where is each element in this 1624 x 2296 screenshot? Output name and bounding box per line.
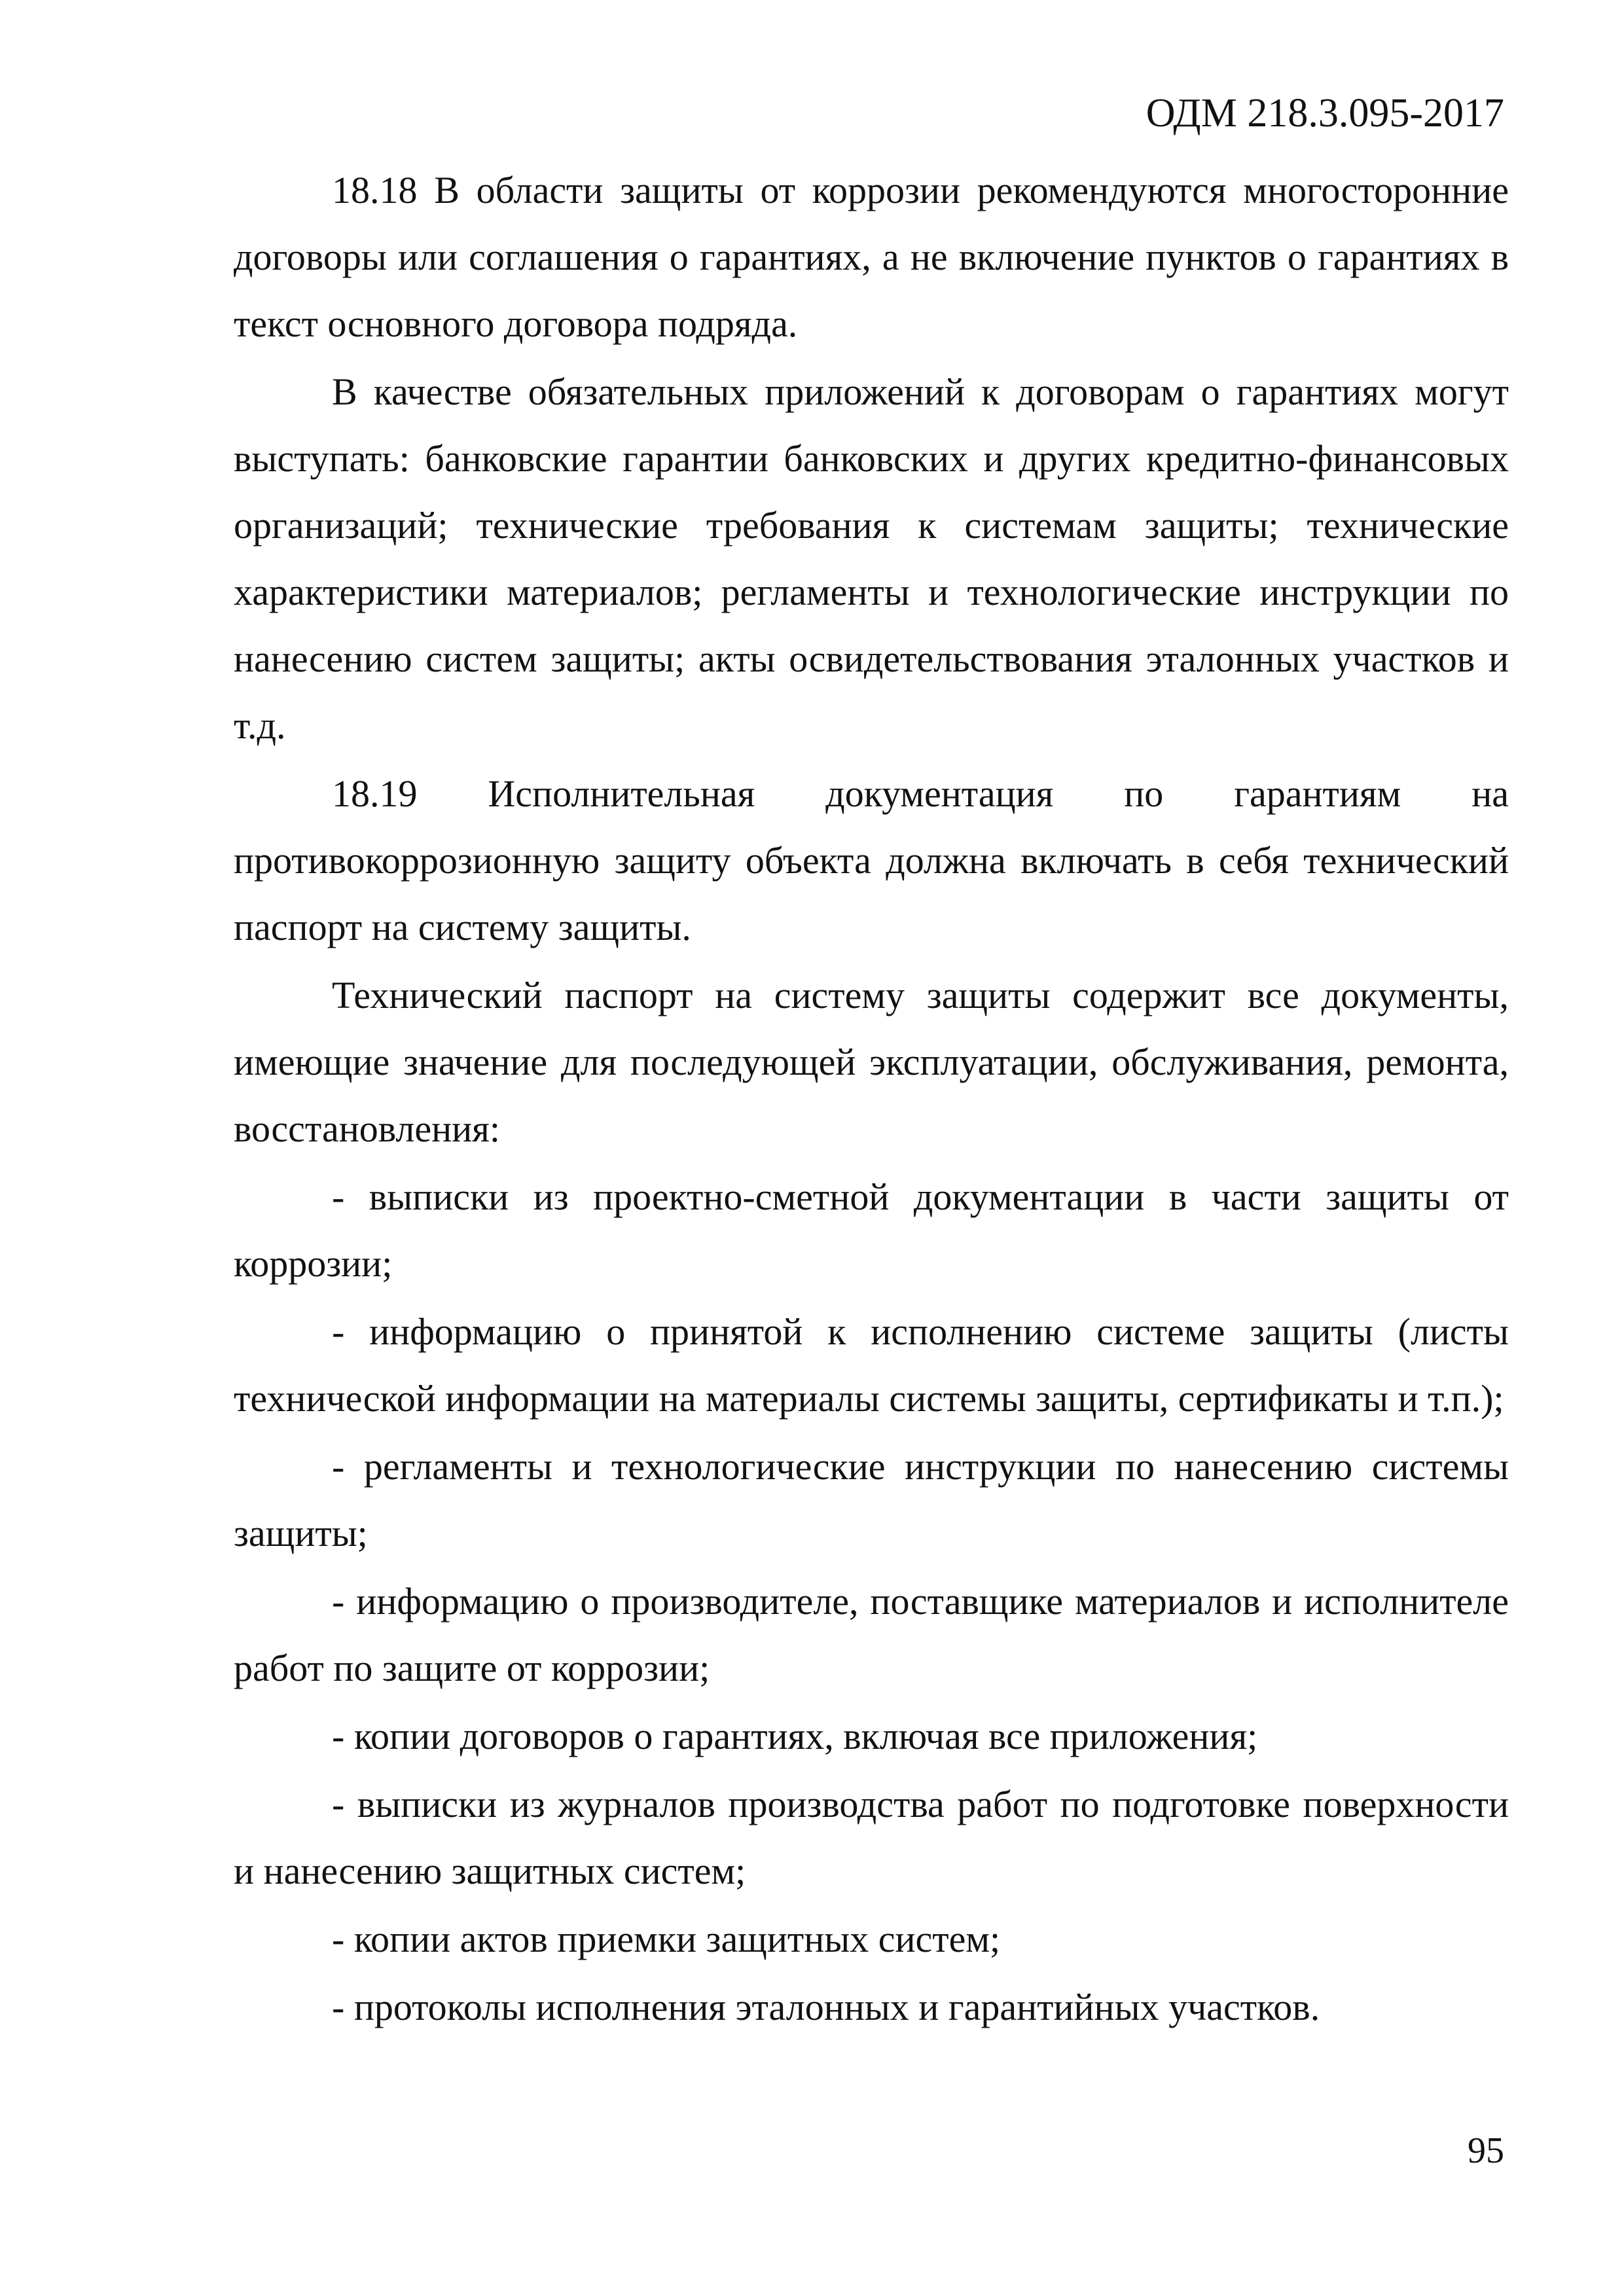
paragraph-18-18: 18.18 В области защиты от коррозии рекомендуются многосторонние договоры или соглашения о гарантиях, а не включение пунктов о гарантиях в текст основного договора подряда. bbox=[234, 169, 1509, 345]
paragraph-mandatory-annexes: В качестве обязательных приложений к договорам о гарантиях могут выступать: банковские гарантии банковских и других кредитно-финансовых организаций; технические требования к системам защиты; технические характеристики материалов; регламенты и технологические инструкции по нанесению систем защиты; акты освидетельствования эталонных участков и т.д. bbox=[234, 370, 1509, 747]
list-item: - информацию о производителе, поставщике материалов и исполнителе работ по защите от коррозии; bbox=[234, 1580, 1509, 1689]
list-item: - копии договоров о гарантиях, включая все приложения; bbox=[332, 1715, 1258, 1757]
list-item: - информацию о принятой к исполнению системе защиты (листы технической информации на материалы системы защиты, сертификаты и т.п.); bbox=[234, 1310, 1509, 1420]
page-number: 95 bbox=[1468, 2130, 1504, 2171]
list-item: - протоколы исполнения эталонных и гарантийных участков. bbox=[332, 1986, 1320, 2028]
list-item: - регламенты и технологические инструкции по нанесению системы защиты; bbox=[234, 1445, 1509, 1554]
document-code: ОДМ 218.3.095-2017 bbox=[1146, 91, 1504, 135]
list-item: - выписки из журналов производства работ по подготовке поверхности и нанесению защитных систем; bbox=[234, 1783, 1509, 1892]
document-body bbox=[234, 157, 1509, 2041]
list-item: - копии актов приемки защитных систем; bbox=[332, 1918, 1001, 1960]
list-item: - выписки из проектно-сметной документации в части защиты от коррозии; bbox=[234, 1175, 1509, 1285]
paragraph-18-19: 18.19 Исполнительная документация по гарантиям на противокоррозионную защиту объекта должна включать в себя технический паспорт на систему защиты. bbox=[234, 772, 1509, 948]
paragraph-technical-passport: Технический паспорт на систему защиты содержит все документы, имеющие значение для последующей эксплуатации, обслуживания, ремонта, восстановления: bbox=[234, 974, 1509, 1150]
